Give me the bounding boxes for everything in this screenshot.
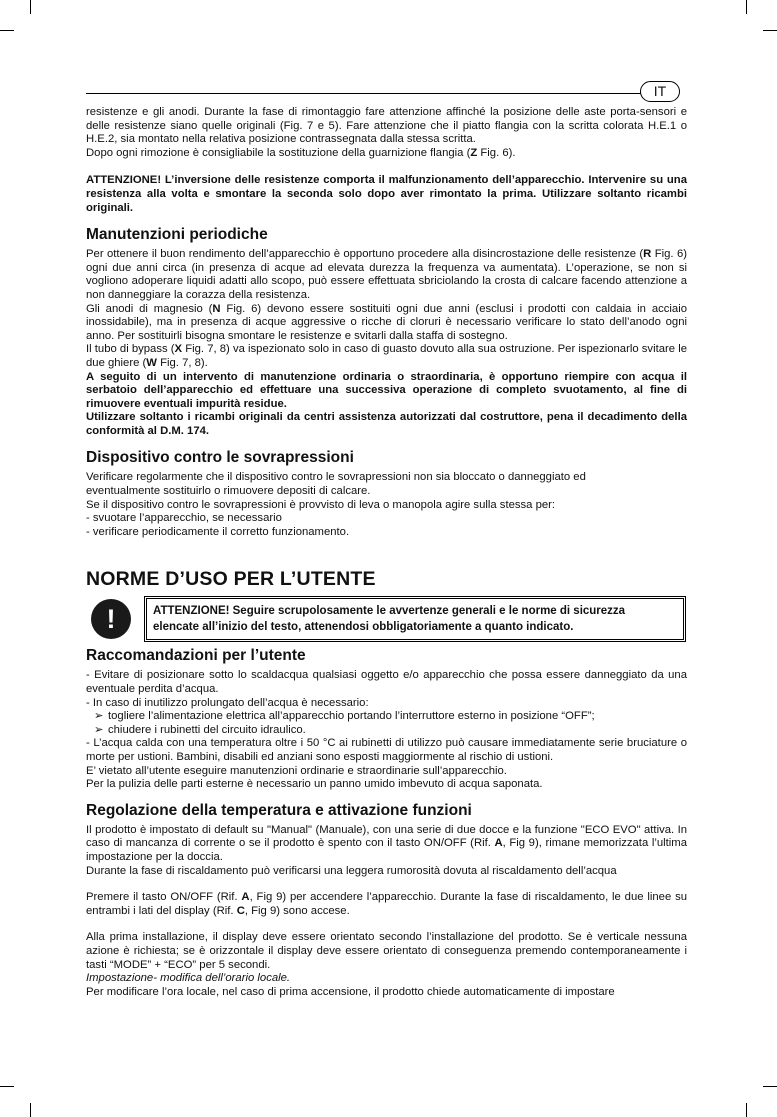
warning-text: ATTENZIONE! L’inversione delle resistenze comporta il malfunzionamento dell’apparecchio. Intervenire su una resistenza alla volta e smontare la seconda solo dopo aver rimontato la prima. Utilizzare soltanto ricambi originali. (86, 174, 687, 214)
paragraph: resistenze e gli anodi. Durante la fase di rimontaggio fare attenzione affinché la posizione delle aste porta-sensori e delle resistenze siano quelle originali (Fig. 7 e 5). Fare attenzione che il piatto flangia con la scritta colorata H.E.1 o H.E.2, sia montato nella relativa posizione contrassegnata dalla stessa scritta. (86, 106, 687, 146)
section-title: Manutenzioni periodiche (86, 226, 268, 244)
list-item: ➢ togliere l’alimentazione elettrica all’apparecchio portando l’interruttore esterno in posizione “OFF”; (94, 710, 595, 723)
crop-mark (0, 1086, 14, 1087)
paragraph: Per ottenere il buon rendimento dell’apparecchio è opportuno procedere alla disincrostazione delle resistenze (R Fig. 6) ogni due anni circa (in presenza di acque ad elevata durezza la frequenza va aumentata). L’operazione, se non si vogliono adoperare liquidi adatti allo scopo, può essere effettuata sbriciolando la crosta di calcare facendo attenzione a non danneggiare la corazza della resistenza. (86, 248, 688, 301)
subheading-italic: Impostazione- modifica dell’orario locale. (86, 972, 291, 985)
section-title: Raccomandazioni per l’utente (86, 647, 306, 665)
paragraph: Per modificare l’ora locale, nel caso di prima accensione, il prodotto chiede automaticamente di impostare (86, 985, 615, 998)
page-content (86, 106, 687, 999)
crop-mark (746, 1103, 747, 1117)
list-item: - svuotare l’apparecchio, se necessario (86, 512, 282, 525)
section-title: Regolazione della temperatura e attivazione funzioni (86, 801, 472, 819)
warning-callout (86, 596, 687, 642)
warning-box (144, 596, 686, 642)
language-badge: IT (640, 81, 680, 102)
paragraph: Premere il tasto ON/OFF (Rif. A, Fig 9) per accendere l’apparecchio. Durante la fase di riscaldamento, le due linee su entrambi i lati del display (Rif. C, Fig 9) sono accese. (86, 891, 688, 917)
paragraph: Verificare regolarmente che il dispositivo contro le sovrapressioni non sia bloccato o danneggiato ed eventualmente sostituirlo o rimuovere depositi di calcare. (86, 471, 586, 498)
crop-mark (763, 30, 777, 31)
section-title: Dispositivo contro le sovrapressioni (86, 449, 354, 467)
paragraph: - L’acqua calda con una temperatura oltre i 50 °C ai rubinetti di utilizzo può causare immediatamente serie bruciature o morte per ustioni. Bambini, disabili ed anziani sono esposti maggiormente al rischio di ustioni. (86, 737, 687, 763)
paragraph: Alla prima installazione, il display deve essere orientato secondo l’installazione del prodotto. Se è verticale nessuna azione è richiesta; se è orizzontale il display deve essere orientato di conseguenza premendo contemporaneamente i tasti “MODE” + “ECO” per 5 secondi. (86, 931, 687, 971)
crop-mark (30, 1103, 31, 1117)
list-item: - verificare periodicamente il corretto funzionamento. (86, 525, 350, 538)
paragraph: Il prodotto è impostato di default su "Manual" (Manuale), con una serie di due docce e la funzione "ECO EVO" attiva. In caso di mancanza di corrente o se il prodotto è spento con il tasto ON/OFF (Rif. A, Fig 9), rimane memorizzata l’ultima impostazione per la doccia. (86, 823, 687, 863)
paragraph-bold: A seguito di un intervento di manutenzione ordinaria o straordinaria, è opportuno riempire con acqua il serbatoio dell’apparecchio ed effettuare una successiva operazione di completo svuotamento, al fine di rimuovere eventuali impurità residue. (86, 370, 687, 410)
warning-line: ATTENZIONE! Seguire scrupolosamente le avvertenze generali e le norme di sicurezza (153, 605, 626, 618)
paragraph: E’ vietato all’utente eseguire manutenzioni ordinarie e straordinarie sull’apparecchio. (86, 764, 507, 777)
crop-mark (0, 30, 14, 31)
paragraph: - In caso di inutilizzo prolungato dell’acqua è necessario: (86, 696, 369, 709)
header-rule (86, 93, 641, 94)
crop-mark (746, 0, 747, 14)
crop-mark (30, 0, 31, 14)
paragraph: Gli anodi di magnesio (N Fig. 6) devono essere sostituiti ogni due anni (esclusi i prodotti con caldaia in acciaio inossidabile), ma in presenza di acque aggressive o ricche di cloruri è necessario verificare lo stato dell’anodo ogni anno. Per sostituirli bisogna smontare le resistenze e svitarli dalla staffa di sostegno. (86, 302, 687, 342)
chapter-title: NORME D’USO PER L’UTENTE (86, 568, 376, 591)
paragraph: Durante la fase di riscaldamento può verificarsi una leggera rumorosità dovuta al riscaldamento dell’acqua (86, 864, 617, 877)
paragraph: Dopo ogni rimozione è consigliabile la sostituzione della guarnizione flangia (Z Fig. 6). (86, 146, 516, 159)
paragraph: Per la pulizia delle parti esterne è necessario un panno umido imbevuto di acqua saponata. (86, 778, 543, 791)
arrow-icon: ➢ (94, 723, 104, 736)
exclamation-icon: ! (91, 599, 131, 639)
warning-line: elencate all’inizio del testo, attenendosi obbligatoriamente a quanto indicato. (153, 621, 574, 634)
list-item: ➢ chiudere i rubinetti del circuito idraulico. (94, 723, 306, 736)
arrow-icon: ➢ (94, 710, 104, 723)
paragraph-bold: Utilizzare soltanto i ricambi originali da centri assistenza autorizzati dal costruttore, pena il decadimento della conformità al D.M. 174. (86, 411, 687, 437)
crop-mark (763, 1086, 777, 1087)
paragraph: - Evitare di posizionare sotto lo scaldacqua qualsiasi oggetto e/o apparecchio che possa essere danneggiato da una eventuale perdita d’acqua. (86, 669, 687, 696)
paragraph: Il tubo di bypass (X Fig. 7, 8) va ispezionato solo in caso di guasto dovuto alla sua ostruzione. Per ispezionarlo svitare le due ghiere (W Fig. 7, 8). (86, 343, 687, 369)
paragraph: Se il dispositivo contro le sovrapressioni è provvisto di leva o manopola agire sulla stessa per: (86, 498, 556, 511)
